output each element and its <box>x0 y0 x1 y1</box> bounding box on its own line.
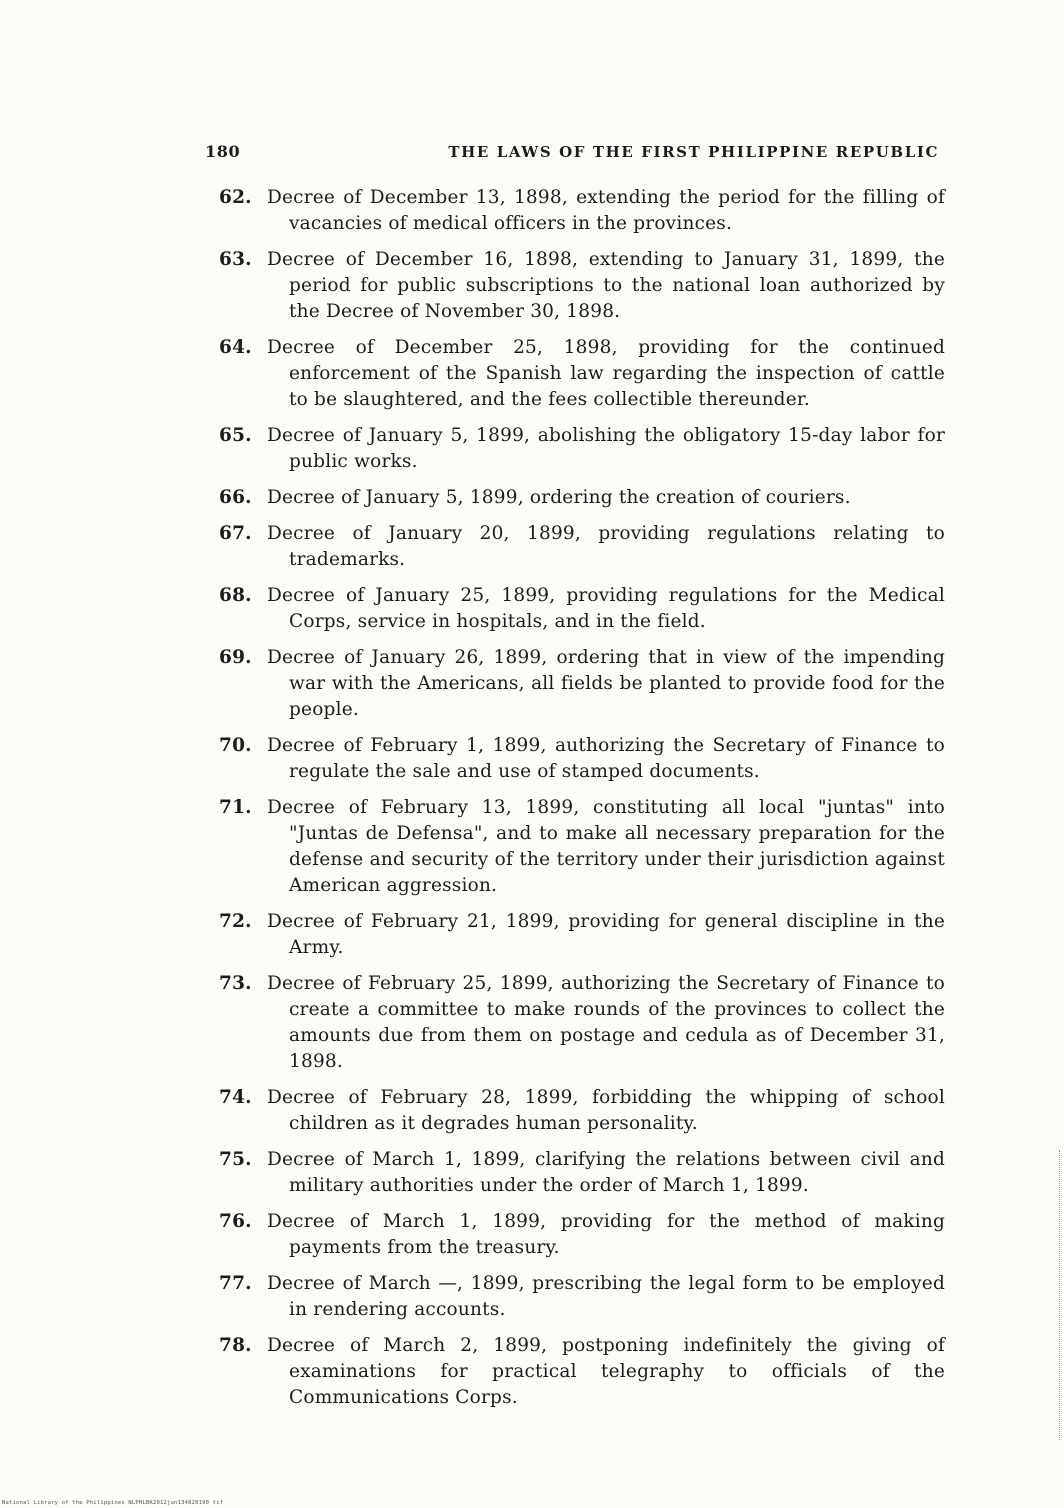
entry-number: 63. <box>219 249 252 270</box>
decree-entry <box>215 971 945 1075</box>
decree-entry <box>215 1333 945 1411</box>
entry-number: 75. <box>219 1149 252 1170</box>
running-title: THE LAWS OF THE FIRST PHILIPPINE REPUBLIC <box>448 143 939 161</box>
entry-number: 64. <box>219 337 252 358</box>
decree-entry <box>215 909 945 961</box>
entry-number: 74. <box>219 1087 252 1108</box>
decree-entry <box>215 521 945 573</box>
entry-number: 68. <box>219 585 252 606</box>
entry-number: 73. <box>219 973 252 994</box>
decree-entry <box>215 1147 945 1199</box>
entry-number: 62. <box>219 187 252 208</box>
entry-text: Decree of February 28, 1899, forbidding the whipping of school children as it degrades human personality. <box>267 1087 945 1134</box>
entry-number: 78. <box>219 1335 252 1356</box>
entry-text: Decree of January 5, 1899, ordering the creation of couriers. <box>267 487 851 508</box>
entry-text: Decree of March 1, 1899, clarifying the relations between civil and military authorities under the order of March 1, 1899. <box>267 1149 945 1196</box>
decree-entry <box>215 645 945 723</box>
scan-footer: National Library of the Philippines NLPHLBK2012jun134820190 tif <box>2 1500 224 1506</box>
entry-text: Decree of February 21, 1899, providing for general discipline in the Army. <box>267 911 945 958</box>
entry-text: Decree of February 25, 1899, authorizing the Secretary of Finance to create a committee to make rounds of the provinces to collect the amounts due from them on postage and cedula as of December 31, 1898. <box>267 973 945 1072</box>
entry-text: Decree of February 1, 1899, authorizing the Secretary of Finance to regulate the sale and use of stamped documents. <box>267 735 945 782</box>
decree-entry <box>215 185 945 237</box>
decree-entry <box>215 795 945 899</box>
decree-entry <box>215 1271 945 1323</box>
scan-edge-mark <box>1058 1150 1060 1440</box>
decree-entry <box>215 583 945 635</box>
decree-entry <box>215 733 945 785</box>
entry-text: Decree of January 25, 1899, providing regulations for the Medical Corps, service in hospitals, and in the field. <box>267 585 945 632</box>
entry-text: Decree of December 25, 1898, providing for the continued enforcement of the Spanish law regarding the inspection of cattle to be slaughtered, and the fees collectible thereunder. <box>267 337 945 410</box>
page-number: 180 <box>205 142 241 161</box>
decree-entry <box>215 1085 945 1137</box>
entry-text: Decree of January 5, 1899, abolishing the obligatory 15-day labor for public works. <box>267 425 945 472</box>
entry-text: Decree of March —, 1899, prescribing the legal form to be employed in rendering accounts. <box>267 1273 945 1320</box>
entry-text: Decree of February 13, 1899, constituting all local "juntas" into "Juntas de Defensa", and to make all necessary preparation for the defense and security of the territory under their jurisdiction against American aggression. <box>267 797 945 896</box>
entry-text: Decree of January 26, 1899, ordering that in view of the impending war with the Americans, all fields be planted to provide food for the people. <box>267 647 945 720</box>
decree-list <box>215 185 945 1421</box>
entry-number: 72. <box>219 911 252 932</box>
entry-text: Decree of December 13, 1898, extending the period for the filling of vacancies of medical officers in the provinces. <box>267 187 945 234</box>
entry-number: 66. <box>219 487 252 508</box>
entry-text: Decree of March 2, 1899, postponing indefinitely the giving of examinations for practical telegraphy to officials of the Communications Corps. <box>267 1335 945 1408</box>
entry-number: 77. <box>219 1273 252 1294</box>
page-header <box>205 142 939 161</box>
entry-number: 67. <box>219 523 252 544</box>
decree-entry <box>215 1209 945 1261</box>
decree-entry <box>215 335 945 413</box>
decree-entry <box>215 423 945 475</box>
decree-entry <box>215 247 945 325</box>
entry-number: 71. <box>219 797 252 818</box>
entry-text: Decree of January 20, 1899, providing regulations relating to trademarks. <box>267 523 945 570</box>
entry-number: 69. <box>219 647 252 668</box>
entry-text: Decree of March 1, 1899, providing for the method of making payments from the treasury. <box>267 1211 945 1258</box>
entry-number: 65. <box>219 425 252 446</box>
entry-number: 76. <box>219 1211 252 1232</box>
decree-entry <box>215 485 945 511</box>
entry-text: Decree of December 16, 1898, extending to January 31, 1899, the period for public subscriptions to the national loan authorized by the Decree of November 30, 1898. <box>267 249 945 322</box>
entry-number: 70. <box>219 735 252 756</box>
